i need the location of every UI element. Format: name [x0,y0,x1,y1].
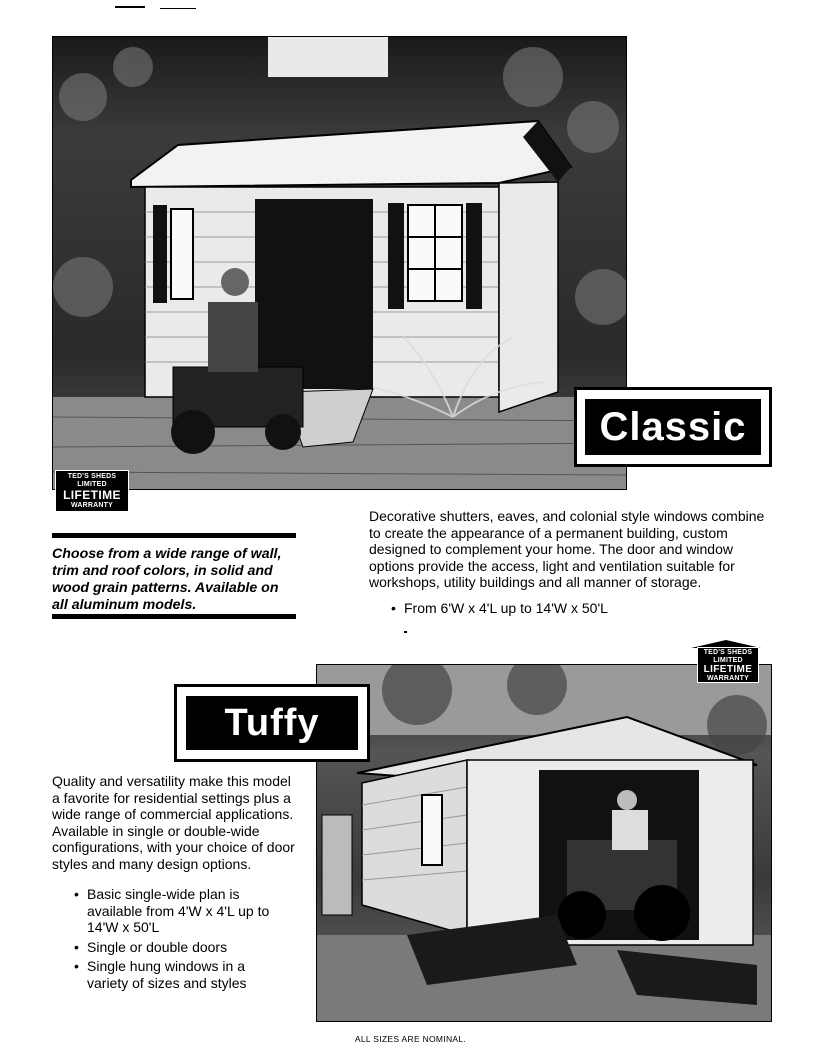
warranty-line4: WARRANTY [706,675,750,682]
tuffy-specs-list [71,886,276,991]
footer-note: ALL SIZES ARE NOMINAL. [354,1034,467,1044]
tuffy-name-box [174,684,370,762]
warranty-line1: TED'S SHEDS [703,649,753,656]
warranty-badge [55,470,129,512]
list-item: • Basic single-wide plan is available from 4'W x 4'L up to 14'W x 50'L [71,886,276,936]
tuffy-shed-illustration [317,665,771,1021]
classic-description-text: Decorative shutters, eaves, and colonial style windows combine to create the appearance of a permanent building, custom designed to complement your home. The door and window options provide the access, light and ventilation suitable for workshops, utility buildings and all manner of storage. [369,508,765,590]
warranty-line2: LIMITED [77,481,107,488]
warranty-line3: LIFETIME [703,664,753,675]
tuffy-description [52,773,302,991]
scan-speck [404,631,407,633]
warranty-line4: WARRANTY [70,502,114,509]
list-item: • Single hung windows in a variety of sizes and styles [71,958,276,991]
tuffy-description-text: Quality and versatility make this model a favorite for residential settings plus a wide range of commercial applications. Available in single or double-wide configurations, with your choice of door styles and many design options. [52,773,295,872]
warranty-line3: LIFETIME [63,488,121,502]
classic-description [369,508,773,616]
warranty-badge [697,647,759,683]
classic-name: Classic [585,399,761,455]
tuffy-name: Tuffy [186,696,358,750]
classic-name-box [574,387,772,467]
color-options-callout: Choose from a wide range of wall, trim and roof colors, in solid and wood grain patterns. Available on all aluminum models. [52,533,296,619]
classic-shed-illustration [53,37,626,489]
classic-shed-photo [52,36,627,490]
warranty-line1: TED'S SHEDS [67,473,117,480]
list-item: • From 6'W x 4'L up to 14'W x 50'L [388,600,773,617]
warranty-line2: LIMITED [713,657,743,664]
tuffy-shed-photo [316,664,772,1022]
scan-mark [115,6,145,8]
classic-specs-list [388,600,773,617]
list-item: • Single or double doors [71,939,276,956]
scan-mark [160,8,196,9]
